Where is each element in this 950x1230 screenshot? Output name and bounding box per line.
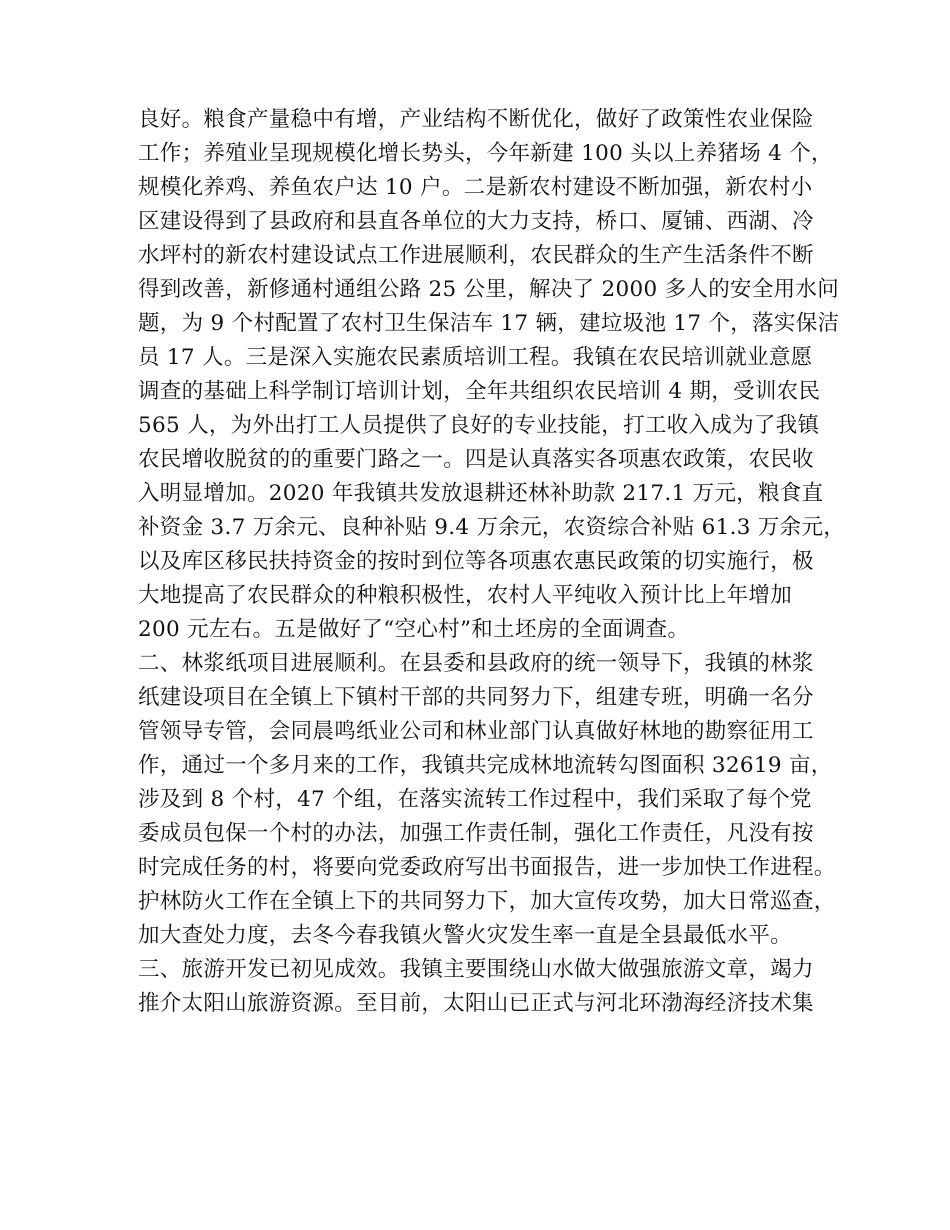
text-line: 200 元左右。五是做好了“空心村”和土坯房的全面调查。 [138,617,690,642]
text-line: 委成员包保一个村的办法，加强工作责任制，强化工作责任，凡没有按 [138,821,814,846]
text-line: 作，通过一个多月来的工作，我镇共完成林地流转勾图面积 32619 亩， [138,753,833,778]
text-line: 管领导专管，会同晨鸣纸业公司和林业部门认真做好林地的勘察征用工 [138,719,814,744]
text-line: 护林防火工作在全镇上下的共同努力下，加大宣传攻势，加大日常巡查， [138,889,836,914]
text-line: 区建设得到了县政府和县直各单位的大力支持，桥口、厦铺、西湖、冷 [138,209,814,234]
text-line: 规模化养鸡、养鱼农户达 10 户。二是新农村建设不断加强，新农村小 [138,175,813,200]
text-line: 加大查处力度，去冬今春我镇火警火灾发生率一直是全县最低水平。 [138,923,793,948]
text-line: 入明显增加。2020 年我镇共发放退耕还林补助款 217.1 万元，粮食直 [138,481,824,506]
text-line: 得到改善，新修通村通组公路 25 公里，解决了 2000 多人的安全用水问 [138,277,840,302]
body-text [138,103,846,1021]
section-heading-line: 二、林浆纸项目进展顺利。在县委和县政府的统一领导下，我镇的林浆 [138,651,814,676]
text-line: 大地提高了农民群众的种粮积极性，农村人平纯收入预计比上年增加 [138,583,793,608]
text-line: 涉及到 8 个村，47 个组，在落实流转工作过程中，我们采取了每个党 [138,787,812,812]
text-line: 水坪村的新农村建设试点工作进展顺利，农民群众的生产生活条件不断 [138,243,814,268]
text-line: 565 人，为外出打工人员提供了良好的专业技能，打工收入成为了我镇 [138,413,820,438]
text-line: 补资金 3.7 万余元、良种补贴 9.4 万余元，农资综合补贴 61.3 万余元， [138,515,846,540]
text-line: 纸建设项目在全镇上下镇村干部的共同努力下，组建专班，明确一名分 [138,685,814,710]
text-line: 工作；养殖业呈现规模化增长势头，今年新建 100 头以上养猪场 4 个， [138,141,833,166]
text-line: 推介太阳山旅游资源。至目前，太阳山已正式与河北环渤海经济技术集 [138,991,814,1016]
text-line: 以及库区移民扶持资金的按时到位等各项惠农惠民政策的切实施行，极 [138,549,814,574]
text-line: 时完成任务的村，将要向党委政府写出书面报告，进一步加快工作进程。 [138,855,836,880]
section-heading-line: 三、旅游开发已初见成效。我镇主要围绕山水做大做强旅游文章，竭力 [138,957,814,982]
text-line: 员 17 人。三是深入实施农民素质培训工程。我镇在农民培训就业意愿 [138,345,813,370]
text-line: 题，为 9 个村配置了农村卫生保洁车 17 辆，建垃圾池 17 个，落实保洁 [138,311,840,336]
text-line: 良好。粮食产量稳中有增，产业结构不断优化，做好了政策性农业保险 [138,107,814,132]
text-line: 调查的基础上科学制订培训计划，全年共组织农民培训 4 期，受训农民 [138,379,821,404]
text-line: 农民增收脱贫的的重要门路之一。四是认真落实各项惠农政策，农民收 [138,447,814,472]
